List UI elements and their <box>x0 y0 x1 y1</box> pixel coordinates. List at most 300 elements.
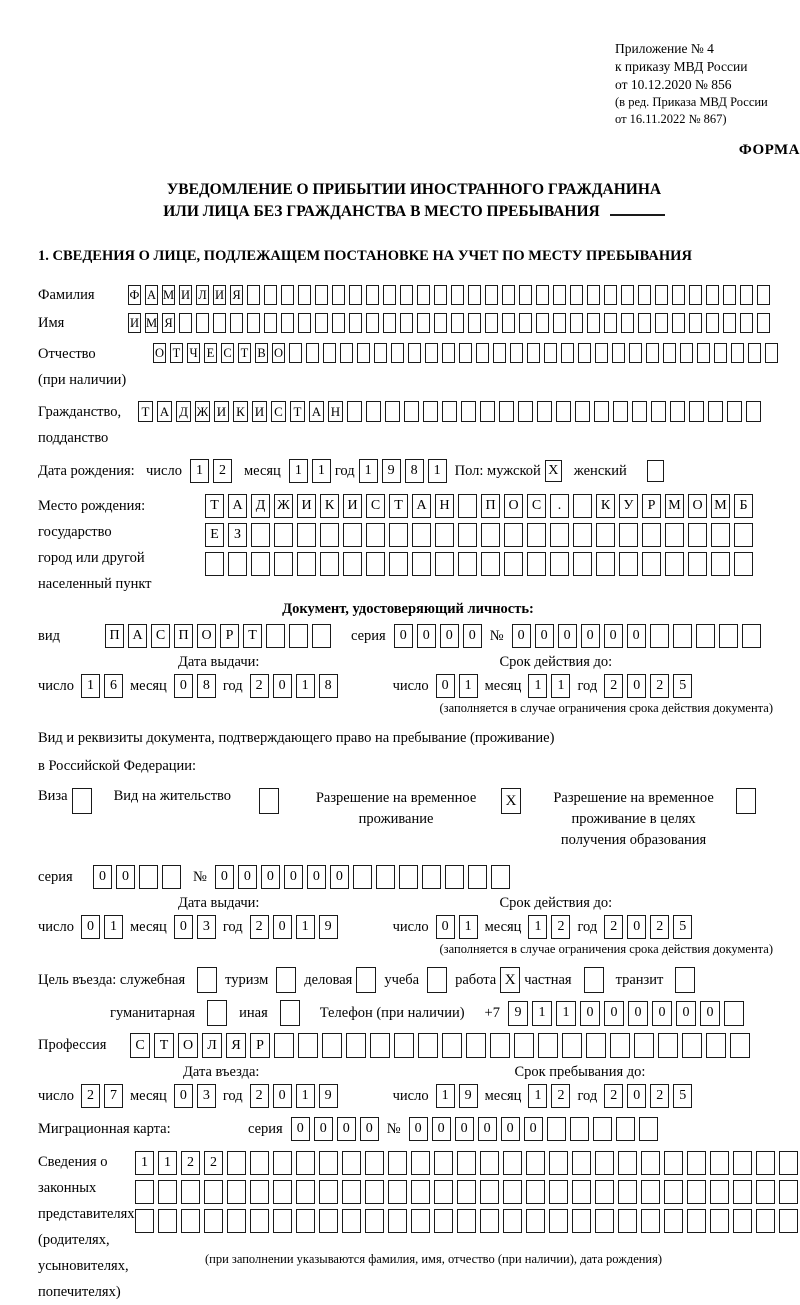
char-cell[interactable] <box>642 523 661 547</box>
char-cell[interactable]: X <box>501 788 521 814</box>
char-cell[interactable] <box>638 313 651 333</box>
char-cell[interactable] <box>550 523 569 547</box>
char-cell[interactable] <box>458 494 477 518</box>
char-cell[interactable] <box>675 967 695 993</box>
char-cell[interactable] <box>365 1180 384 1204</box>
char-cell[interactable] <box>423 401 438 422</box>
char-cell[interactable]: 1 <box>296 915 315 939</box>
char-cell[interactable] <box>502 313 515 333</box>
char-cell[interactable]: 2 <box>551 915 570 939</box>
char-cell[interactable]: 0 <box>604 624 623 648</box>
char-cell[interactable]: 0 <box>81 915 100 939</box>
char-cell[interactable] <box>196 313 209 333</box>
char-cell[interactable]: К <box>233 401 248 422</box>
char-cell[interactable] <box>526 1151 545 1175</box>
char-cell[interactable]: С <box>366 494 385 518</box>
char-cell[interactable]: Р <box>250 1033 270 1058</box>
char-cell[interactable] <box>247 285 260 305</box>
char-cell[interactable]: С <box>151 624 170 648</box>
char-cell[interactable] <box>642 552 661 576</box>
char-cell[interactable] <box>342 1209 361 1233</box>
char-cell[interactable] <box>425 343 438 363</box>
char-cell[interactable]: 2 <box>250 674 269 698</box>
char-cell[interactable] <box>320 523 339 547</box>
char-cell[interactable] <box>673 624 692 648</box>
char-cell[interactable]: Е <box>204 343 217 363</box>
char-cell[interactable] <box>427 967 447 993</box>
char-cell[interactable] <box>349 285 362 305</box>
char-cell[interactable]: 0 <box>581 624 600 648</box>
char-cell[interactable] <box>457 1180 476 1204</box>
char-cell[interactable] <box>664 1151 683 1175</box>
char-cell[interactable]: 9 <box>508 1001 528 1026</box>
char-cell[interactable] <box>468 313 481 333</box>
char-cell[interactable]: 0 <box>284 865 303 889</box>
char-cell[interactable] <box>672 285 685 305</box>
char-cell[interactable] <box>365 1209 384 1233</box>
char-cell[interactable] <box>733 1180 752 1204</box>
char-cell[interactable] <box>320 552 339 576</box>
char-cell[interactable]: П <box>481 494 500 518</box>
char-cell[interactable] <box>389 552 408 576</box>
char-cell[interactable] <box>408 343 421 363</box>
char-cell[interactable]: Л <box>196 285 209 305</box>
char-cell[interactable] <box>72 788 92 814</box>
char-cell[interactable] <box>572 1209 591 1233</box>
char-cell[interactable] <box>670 401 685 422</box>
char-cell[interactable] <box>366 285 379 305</box>
char-cell[interactable]: 0 <box>628 1001 648 1026</box>
char-cell[interactable]: А <box>228 494 247 518</box>
char-cell[interactable] <box>388 1180 407 1204</box>
char-cell[interactable] <box>687 1151 706 1175</box>
char-cell[interactable]: 0 <box>330 865 349 889</box>
char-cell[interactable]: 1 <box>81 674 100 698</box>
char-cell[interactable] <box>276 967 296 993</box>
char-cell[interactable] <box>251 552 270 576</box>
char-cell[interactable]: 0 <box>604 1001 624 1026</box>
char-cell[interactable] <box>458 523 477 547</box>
char-cell[interactable] <box>376 865 395 889</box>
char-cell[interactable]: 1 <box>289 459 308 483</box>
char-cell[interactable]: М <box>711 494 730 518</box>
char-cell[interactable]: 1 <box>104 915 123 939</box>
char-cell[interactable] <box>289 343 302 363</box>
char-cell[interactable] <box>556 401 571 422</box>
char-cell[interactable] <box>323 343 336 363</box>
char-cell[interactable] <box>349 313 362 333</box>
char-cell[interactable]: 0 <box>238 865 257 889</box>
char-cell[interactable]: Р <box>220 624 239 648</box>
char-cell[interactable] <box>346 1033 366 1058</box>
char-cell[interactable] <box>306 343 319 363</box>
char-cell[interactable] <box>736 788 756 814</box>
char-cell[interactable] <box>468 865 487 889</box>
char-cell[interactable] <box>319 1209 338 1233</box>
char-cell[interactable]: 0 <box>463 624 482 648</box>
char-cell[interactable]: К <box>596 494 615 518</box>
char-cell[interactable] <box>274 1033 294 1058</box>
char-cell[interactable] <box>646 343 659 363</box>
char-cell[interactable] <box>537 401 552 422</box>
char-cell[interactable] <box>434 285 447 305</box>
char-cell[interactable] <box>493 343 506 363</box>
char-cell[interactable]: 1 <box>428 459 447 483</box>
char-cell[interactable] <box>641 1151 660 1175</box>
char-cell[interactable] <box>280 1000 300 1026</box>
char-cell[interactable] <box>572 1151 591 1175</box>
char-cell[interactable] <box>227 1209 246 1233</box>
char-cell[interactable] <box>723 313 736 333</box>
char-cell[interactable] <box>663 343 676 363</box>
char-cell[interactable] <box>706 313 719 333</box>
char-cell[interactable]: Т <box>154 1033 174 1058</box>
char-cell[interactable] <box>756 1151 775 1175</box>
char-cell[interactable]: И <box>252 401 267 422</box>
char-cell[interactable]: С <box>527 494 546 518</box>
char-cell[interactable] <box>296 1151 315 1175</box>
char-cell[interactable] <box>247 313 260 333</box>
char-cell[interactable]: 5 <box>673 674 692 698</box>
char-cell[interactable] <box>434 313 447 333</box>
char-cell[interactable]: 2 <box>650 1084 669 1108</box>
char-cell[interactable]: 2 <box>213 459 232 483</box>
char-cell[interactable]: 8 <box>405 459 424 483</box>
char-cell[interactable] <box>434 1151 453 1175</box>
char-cell[interactable] <box>281 285 294 305</box>
char-cell[interactable]: 1 <box>436 1084 455 1108</box>
char-cell[interactable] <box>711 552 730 576</box>
char-cell[interactable] <box>593 1117 612 1141</box>
char-cell[interactable] <box>332 313 345 333</box>
char-cell[interactable] <box>366 552 385 576</box>
char-cell[interactable]: X <box>500 967 520 993</box>
char-cell[interactable]: 2 <box>250 915 269 939</box>
char-cell[interactable] <box>727 401 742 422</box>
char-cell[interactable] <box>689 285 702 305</box>
char-cell[interactable]: 2 <box>604 1084 623 1108</box>
char-cell[interactable]: А <box>157 401 172 422</box>
char-cell[interactable] <box>710 1180 729 1204</box>
char-cell[interactable] <box>502 285 515 305</box>
char-cell[interactable] <box>573 494 592 518</box>
char-cell[interactable]: Ж <box>274 494 293 518</box>
char-cell[interactable] <box>514 1033 534 1058</box>
char-cell[interactable]: 6 <box>104 674 123 698</box>
char-cell[interactable]: И <box>213 285 226 305</box>
char-cell[interactable] <box>315 285 328 305</box>
char-cell[interactable] <box>490 1033 510 1058</box>
char-cell[interactable] <box>573 552 592 576</box>
char-cell[interactable] <box>357 343 370 363</box>
char-cell[interactable]: 0 <box>417 624 436 648</box>
char-cell[interactable] <box>688 552 707 576</box>
char-cell[interactable] <box>613 401 628 422</box>
char-cell[interactable] <box>343 552 362 576</box>
char-cell[interactable]: 0 <box>337 1117 356 1141</box>
char-cell[interactable]: Н <box>328 401 343 422</box>
char-cell[interactable]: Д <box>251 494 270 518</box>
char-cell[interactable] <box>641 1180 660 1204</box>
char-cell[interactable] <box>385 401 400 422</box>
char-cell[interactable] <box>297 552 316 576</box>
char-cell[interactable]: 0 <box>627 915 646 939</box>
char-cell[interactable] <box>680 343 693 363</box>
char-cell[interactable]: 0 <box>314 1117 333 1141</box>
char-cell[interactable]: В <box>255 343 268 363</box>
char-cell[interactable] <box>417 313 430 333</box>
char-cell[interactable] <box>553 285 566 305</box>
char-cell[interactable] <box>273 1151 292 1175</box>
char-cell[interactable]: 0 <box>174 674 193 698</box>
char-cell[interactable]: Ф <box>128 285 141 305</box>
char-cell[interactable]: Ж <box>195 401 210 422</box>
char-cell[interactable] <box>274 552 293 576</box>
char-cell[interactable]: 9 <box>459 1084 478 1108</box>
char-cell[interactable] <box>342 1151 361 1175</box>
char-cell[interactable]: 9 <box>319 915 338 939</box>
char-cell[interactable]: 0 <box>700 1001 720 1026</box>
char-cell[interactable]: Л <box>202 1033 222 1058</box>
char-cell[interactable]: О <box>504 494 523 518</box>
char-cell[interactable] <box>723 285 736 305</box>
char-cell[interactable] <box>587 285 600 305</box>
char-cell[interactable]: Е <box>205 523 224 547</box>
char-cell[interactable] <box>264 313 277 333</box>
char-cell[interactable]: С <box>130 1033 150 1058</box>
char-cell[interactable]: 0 <box>360 1117 379 1141</box>
char-cell[interactable]: 5 <box>673 1084 692 1108</box>
char-cell[interactable] <box>687 1180 706 1204</box>
char-cell[interactable] <box>289 624 308 648</box>
char-cell[interactable]: 0 <box>174 915 193 939</box>
char-cell[interactable] <box>779 1209 798 1233</box>
char-cell[interactable] <box>459 343 472 363</box>
char-cell[interactable] <box>724 1001 744 1026</box>
char-cell[interactable]: 2 <box>650 915 669 939</box>
char-cell[interactable]: 0 <box>273 915 292 939</box>
char-cell[interactable]: Н <box>435 494 454 518</box>
char-cell[interactable] <box>756 1209 775 1233</box>
char-cell[interactable] <box>621 313 634 333</box>
char-cell[interactable] <box>205 552 224 576</box>
char-cell[interactable] <box>519 285 532 305</box>
char-cell[interactable] <box>451 285 464 305</box>
char-cell[interactable]: 0 <box>478 1117 497 1141</box>
char-cell[interactable]: Р <box>642 494 661 518</box>
char-cell[interactable] <box>595 343 608 363</box>
char-cell[interactable] <box>634 1033 654 1058</box>
char-cell[interactable] <box>228 552 247 576</box>
char-cell[interactable] <box>319 1180 338 1204</box>
char-cell[interactable] <box>251 523 270 547</box>
char-cell[interactable]: 2 <box>81 1084 100 1108</box>
char-cell[interactable]: 2 <box>181 1151 200 1175</box>
char-cell[interactable] <box>374 343 387 363</box>
char-cell[interactable] <box>672 313 685 333</box>
char-cell[interactable]: 0 <box>627 624 646 648</box>
char-cell[interactable] <box>575 401 590 422</box>
char-cell[interactable] <box>273 1209 292 1233</box>
char-cell[interactable] <box>618 1180 637 1204</box>
char-cell[interactable] <box>366 523 385 547</box>
char-cell[interactable] <box>734 523 753 547</box>
char-cell[interactable] <box>518 401 533 422</box>
char-cell[interactable]: 3 <box>197 1084 216 1108</box>
char-cell[interactable] <box>570 285 583 305</box>
char-cell[interactable] <box>298 285 311 305</box>
char-cell[interactable] <box>250 1209 269 1233</box>
char-cell[interactable] <box>273 1180 292 1204</box>
char-cell[interactable] <box>250 1180 269 1204</box>
char-cell[interactable] <box>417 285 430 305</box>
char-cell[interactable] <box>158 1180 177 1204</box>
char-cell[interactable] <box>343 523 362 547</box>
char-cell[interactable]: Т <box>170 343 183 363</box>
char-cell[interactable]: 2 <box>604 674 623 698</box>
char-cell[interactable]: А <box>128 624 147 648</box>
char-cell[interactable] <box>227 1180 246 1204</box>
char-cell[interactable] <box>435 552 454 576</box>
char-cell[interactable]: 1 <box>359 459 378 483</box>
char-cell[interactable] <box>682 1033 702 1058</box>
char-cell[interactable] <box>366 313 379 333</box>
char-cell[interactable] <box>389 523 408 547</box>
char-cell[interactable]: А <box>145 285 158 305</box>
char-cell[interactable]: З <box>228 523 247 547</box>
char-cell[interactable] <box>162 865 181 889</box>
char-cell[interactable]: 1 <box>528 1084 547 1108</box>
char-cell[interactable] <box>366 401 381 422</box>
char-cell[interactable] <box>332 285 345 305</box>
char-cell[interactable] <box>655 313 668 333</box>
char-cell[interactable] <box>647 460 664 482</box>
char-cell[interactable] <box>418 1033 438 1058</box>
char-cell[interactable]: О <box>153 343 166 363</box>
char-cell[interactable] <box>621 285 634 305</box>
char-cell[interactable] <box>388 1151 407 1175</box>
char-cell[interactable]: 8 <box>319 674 338 698</box>
char-cell[interactable]: М <box>145 313 158 333</box>
char-cell[interactable] <box>697 343 710 363</box>
char-cell[interactable]: 0 <box>273 1084 292 1108</box>
char-cell[interactable] <box>553 313 566 333</box>
char-cell[interactable]: 5 <box>673 915 692 939</box>
char-cell[interactable] <box>689 401 704 422</box>
char-cell[interactable] <box>547 1117 566 1141</box>
char-cell[interactable] <box>587 313 600 333</box>
char-cell[interactable] <box>706 285 719 305</box>
char-cell[interactable] <box>411 1180 430 1204</box>
char-cell[interactable]: 0 <box>440 624 459 648</box>
char-cell[interactable]: И <box>214 401 229 422</box>
char-cell[interactable] <box>480 1180 499 1204</box>
char-cell[interactable]: 1 <box>158 1151 177 1175</box>
char-cell[interactable] <box>499 401 514 422</box>
char-cell[interactable] <box>536 285 549 305</box>
char-cell[interactable] <box>135 1180 154 1204</box>
char-cell[interactable]: 1 <box>551 674 570 698</box>
char-cell[interactable] <box>404 401 419 422</box>
char-cell[interactable] <box>412 552 431 576</box>
char-cell[interactable]: О <box>272 343 285 363</box>
char-cell[interactable] <box>476 343 489 363</box>
char-cell[interactable] <box>757 313 770 333</box>
char-cell[interactable] <box>573 523 592 547</box>
char-cell[interactable]: 0 <box>455 1117 474 1141</box>
char-cell[interactable]: 2 <box>204 1151 223 1175</box>
char-cell[interactable] <box>181 1209 200 1233</box>
char-cell[interactable] <box>570 313 583 333</box>
char-cell[interactable]: К <box>320 494 339 518</box>
char-cell[interactable]: 7 <box>104 1084 123 1108</box>
char-cell[interactable] <box>422 865 441 889</box>
char-cell[interactable] <box>481 523 500 547</box>
char-cell[interactable]: 9 <box>319 1084 338 1108</box>
char-cell[interactable]: М <box>665 494 684 518</box>
char-cell[interactable] <box>689 313 702 333</box>
char-cell[interactable] <box>480 1151 499 1175</box>
char-cell[interactable] <box>312 624 331 648</box>
char-cell[interactable] <box>527 523 546 547</box>
char-cell[interactable]: 0 <box>291 1117 310 1141</box>
char-cell[interactable]: 1 <box>135 1151 154 1175</box>
char-cell[interactable] <box>503 1209 522 1233</box>
char-cell[interactable] <box>595 1151 614 1175</box>
char-cell[interactable]: Т <box>389 494 408 518</box>
char-cell[interactable] <box>250 1151 269 1175</box>
char-cell[interactable]: О <box>197 624 216 648</box>
char-cell[interactable] <box>604 285 617 305</box>
char-cell[interactable]: 8 <box>197 674 216 698</box>
char-cell[interactable]: 1 <box>532 1001 552 1026</box>
char-cell[interactable] <box>550 552 569 576</box>
char-cell[interactable] <box>595 1180 614 1204</box>
char-cell[interactable]: 0 <box>261 865 280 889</box>
char-cell[interactable]: О <box>688 494 707 518</box>
char-cell[interactable] <box>485 313 498 333</box>
char-cell[interactable] <box>595 1209 614 1233</box>
char-cell[interactable] <box>281 313 294 333</box>
char-cell[interactable] <box>650 624 669 648</box>
char-cell[interactable] <box>665 552 684 576</box>
char-cell[interactable] <box>399 865 418 889</box>
char-cell[interactable] <box>538 1033 558 1058</box>
char-cell[interactable] <box>733 1209 752 1233</box>
char-cell[interactable]: Я <box>226 1033 246 1058</box>
char-cell[interactable] <box>204 1209 223 1233</box>
char-cell[interactable] <box>298 1033 318 1058</box>
char-cell[interactable]: Т <box>205 494 224 518</box>
char-cell[interactable] <box>734 552 753 576</box>
char-cell[interactable] <box>442 1033 462 1058</box>
char-cell[interactable] <box>365 1151 384 1175</box>
char-cell[interactable] <box>526 1180 545 1204</box>
char-cell[interactable] <box>353 865 372 889</box>
char-cell[interactable] <box>664 1180 683 1204</box>
char-cell[interactable] <box>536 313 549 333</box>
char-cell[interactable]: 0 <box>93 865 112 889</box>
char-cell[interactable] <box>714 343 727 363</box>
char-cell[interactable]: 0 <box>580 1001 600 1026</box>
char-cell[interactable] <box>638 285 651 305</box>
char-cell[interactable] <box>733 1151 752 1175</box>
char-cell[interactable]: С <box>221 343 234 363</box>
char-cell[interactable]: 2 <box>551 1084 570 1108</box>
char-cell[interactable]: У <box>619 494 638 518</box>
char-cell[interactable] <box>445 865 464 889</box>
char-cell[interactable] <box>296 1209 315 1233</box>
